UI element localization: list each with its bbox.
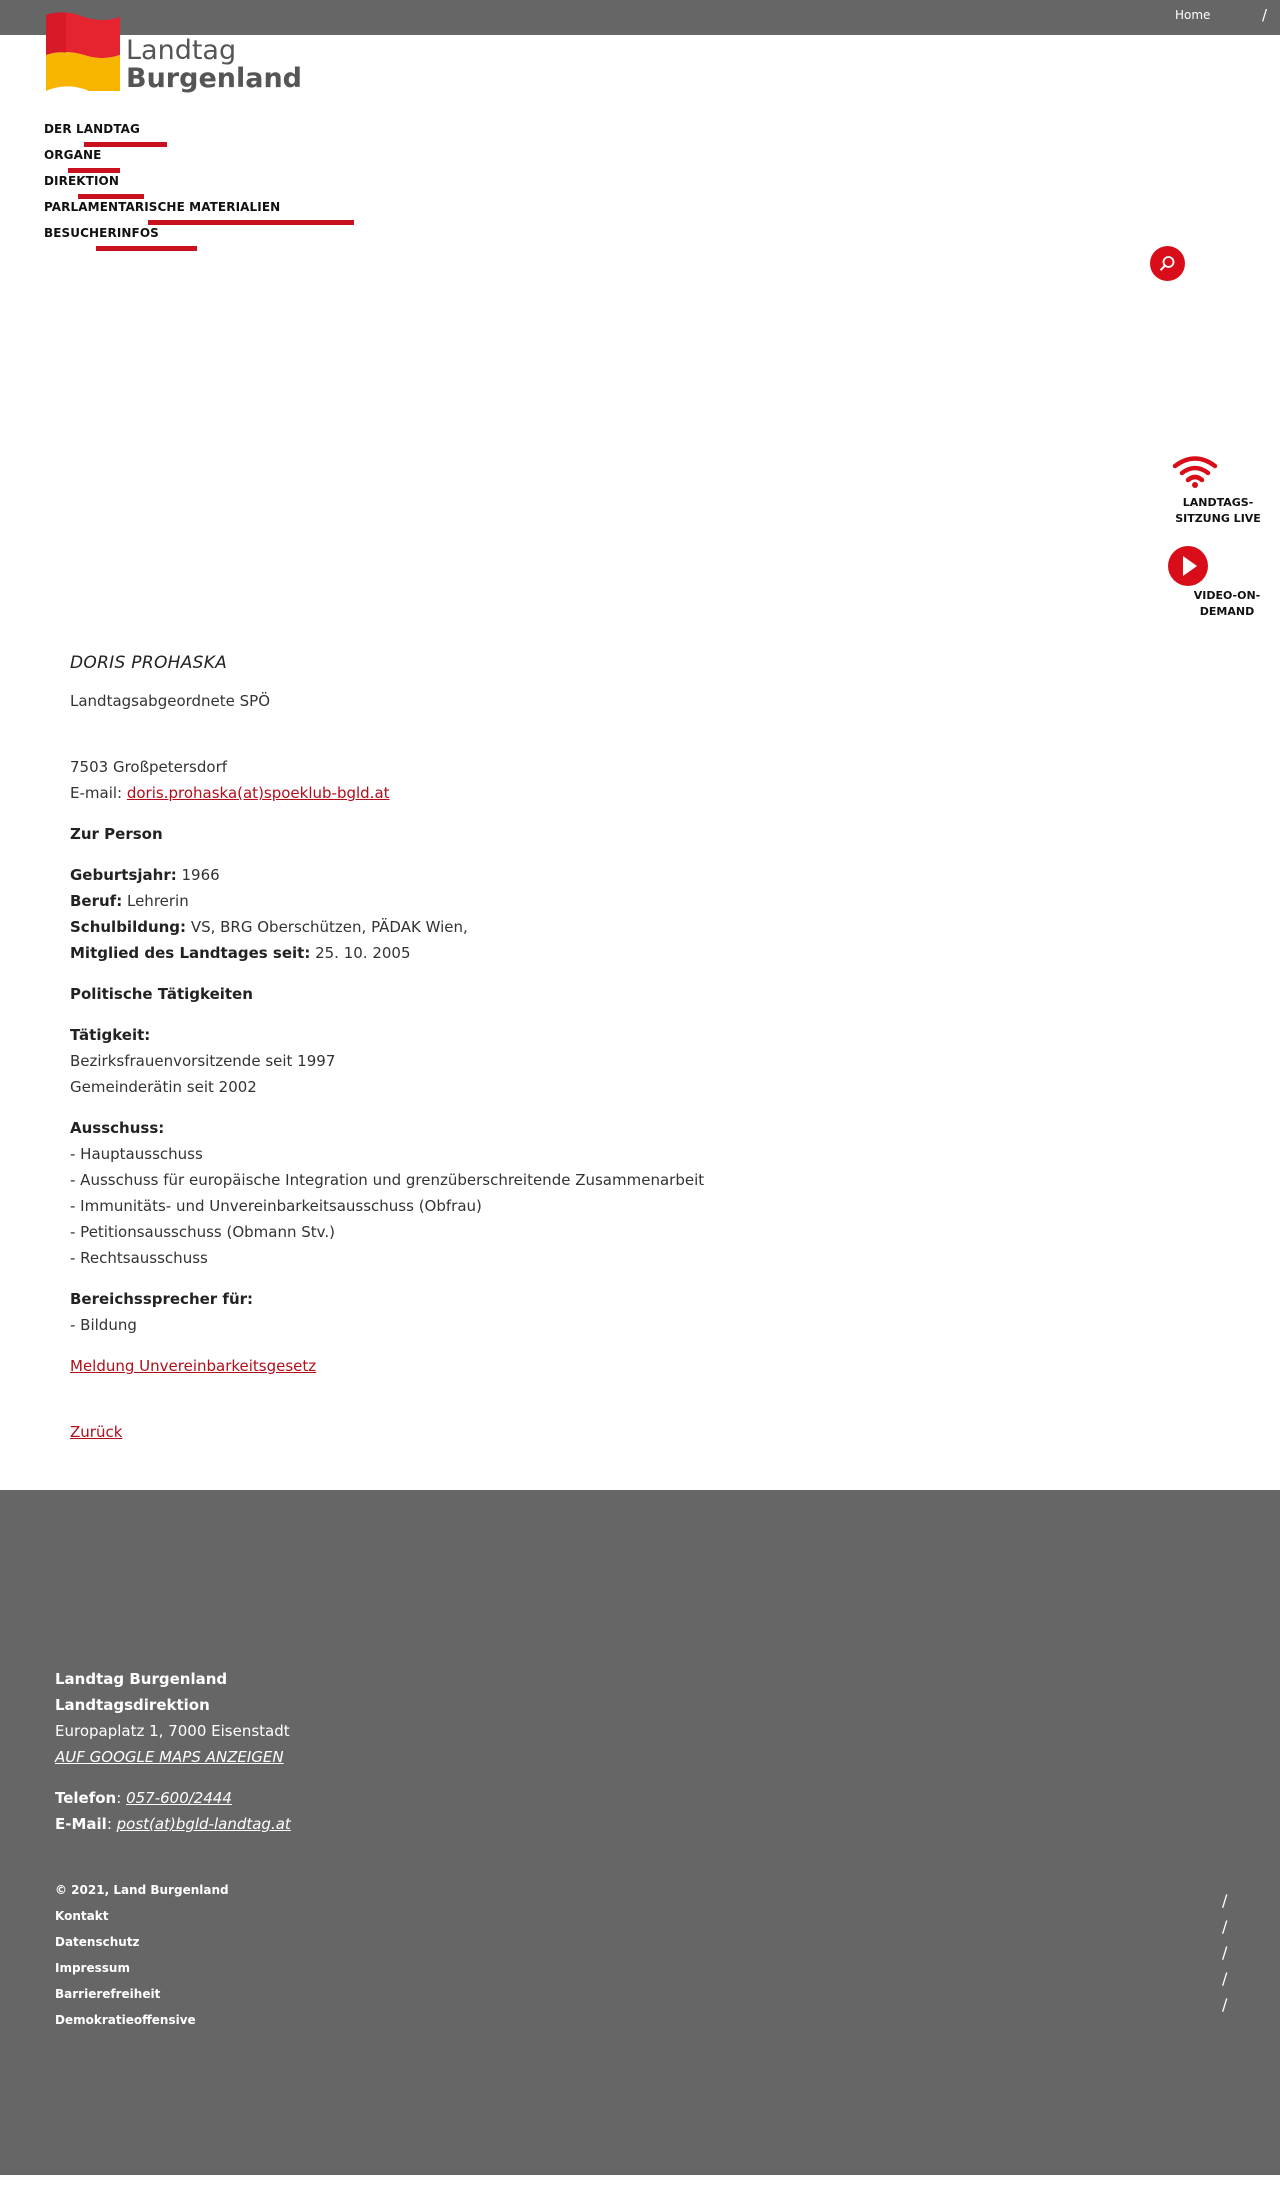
nav-item-der-landtag[interactable] xyxy=(44,120,444,146)
footer-org: Landtag Burgenland xyxy=(55,1670,228,1688)
activity-label: Tätigkeit: xyxy=(70,1026,151,1044)
logo-text-burgenland: Burgenland xyxy=(126,63,303,94)
member-since-label: Mitglied des Landtages seit: xyxy=(70,944,311,962)
birth-label: Geburtsjahr: xyxy=(70,866,177,884)
email-label: E-mail: xyxy=(70,784,127,802)
footer-address xyxy=(55,1666,290,1770)
footer-maps-row xyxy=(55,1744,290,1770)
section-heading-politics: Politische Tätigkeiten xyxy=(70,985,253,1003)
main-navigation xyxy=(44,120,444,250)
back-row xyxy=(70,1419,970,1445)
livestream-link[interactable] xyxy=(1168,455,1268,527)
livestream-label-line1: LANDTAGS- xyxy=(1182,496,1254,509)
nav-label: DER LANDTAG xyxy=(44,122,141,136)
back-link[interactable]: Zurück xyxy=(70,1423,123,1441)
job-value: Lehrerin xyxy=(122,892,189,910)
logo-text-landtag: Landtag xyxy=(126,35,237,66)
nav-underline xyxy=(96,246,197,251)
person-city: 7503 Großpetersdorf xyxy=(70,758,228,776)
birth-value: 1966 xyxy=(176,866,220,884)
google-maps-link[interactable]: AUF GOOGLE MAPS ANZEIGEN xyxy=(55,1748,284,1766)
nav-label: PARLAMENTARISCHE MATERIALIEN xyxy=(44,200,281,214)
footer-link-barrierefreiheit[interactable]: Barrierefreiheit xyxy=(55,1987,161,2001)
footer-link-impressum[interactable]: Impressum xyxy=(55,1961,130,1975)
phone-label: Telefon xyxy=(55,1789,117,1807)
footer-street: Europaplatz 1, 7000 Eisenstadt xyxy=(55,1722,290,1740)
activity-item: Gemeinderätin seit 2002 xyxy=(70,1078,257,1096)
school-row xyxy=(70,914,970,940)
section-heading-person: Zur Person xyxy=(70,825,163,843)
school-label: Schulbildung: xyxy=(70,918,187,936)
livestream-label-line2: SITZUNG LIVE xyxy=(1175,512,1261,525)
footer-link-demokratieoffensive[interactable]: Demokratieoffensive xyxy=(55,2013,196,2027)
wifi-icon xyxy=(1172,455,1218,489)
vod-label-line1: VIDEO-ON- xyxy=(1193,589,1261,602)
school-value: VS, BRG Oberschützen, PÄDAK Wien, xyxy=(186,918,468,936)
incompatibility-link[interactable]: Meldung Unvereinbarkeitsgesetz xyxy=(70,1357,317,1375)
play-icon xyxy=(1168,546,1208,586)
committee-label: Ausschuss: xyxy=(70,1119,165,1137)
person-name: DORIS PROHASKA xyxy=(70,653,228,673)
footer-dept: Landtagsdirektion xyxy=(55,1696,210,1714)
vod-label xyxy=(1168,588,1268,620)
footer-separator: / xyxy=(1222,1891,1228,1910)
nav-label: BESUCHERINFOS xyxy=(44,226,159,240)
person-role: Landtagsabgeordnete SPÖ xyxy=(70,692,271,710)
footer-separator: / xyxy=(1222,1917,1228,1936)
activity-item: Bezirksfrauenvorsitzende seit 1997 xyxy=(70,1052,336,1070)
mail-label: E-Mail xyxy=(55,1815,107,1833)
livestream-label xyxy=(1168,495,1268,527)
job-row xyxy=(70,888,970,914)
footer-separator: / xyxy=(1222,1943,1228,1962)
copyright: © 2021, Land Burgenland xyxy=(55,1883,229,1897)
mail-link[interactable]: post(at)bgld-landtag.at xyxy=(116,1815,291,1833)
footer-separators xyxy=(1222,1888,1227,2018)
nav-item-organe[interactable] xyxy=(44,146,444,172)
vod-label-line2: DEMAND xyxy=(1199,605,1255,618)
committee-item: - Ausschuss für europäische Integration und grenzüberschreitende Zusammenarbeit xyxy=(70,1171,705,1189)
committee-item: - Immunitäts- und Unvereinbarkeitsausschuss (Obfrau) xyxy=(70,1197,482,1215)
footer-contact xyxy=(55,1785,291,1837)
footer-mail-row: E-Mail: post(at)bgld-landtag.at xyxy=(55,1815,291,1833)
footer-separator: / xyxy=(1222,1995,1228,2014)
site-logo[interactable] xyxy=(44,11,303,101)
profile-content xyxy=(70,650,970,1445)
committee-item: - Petitionsausschuss (Obmann Stv.) xyxy=(70,1223,336,1241)
nav-item-parlamentarische-materialien[interactable] xyxy=(44,198,444,224)
breadcrumb-separator: / xyxy=(1262,6,1268,24)
home-link[interactable]: Home xyxy=(1175,8,1211,22)
spokesperson-item: - Bildung xyxy=(70,1316,137,1334)
flag-icon xyxy=(44,11,122,91)
nav-label: ORGANE xyxy=(44,148,102,162)
incompatibility-row xyxy=(70,1353,970,1379)
committee-item: - Rechtsausschuss xyxy=(70,1249,208,1267)
search-button[interactable] xyxy=(1150,246,1185,281)
search-icon xyxy=(1159,255,1176,272)
nav-item-besucherinfos[interactable] xyxy=(44,224,444,250)
spokesperson-label: Bereichssprecher für: xyxy=(70,1290,254,1308)
nav-label: DIREKTION xyxy=(44,174,119,188)
email-link[interactable]: doris.prohaska(at)spoeklub-bgld.at xyxy=(126,784,390,802)
birth-row xyxy=(70,862,970,888)
footer-link-kontakt[interactable]: Kontakt xyxy=(55,1909,109,1923)
email-row xyxy=(70,780,970,806)
nav-item-direktion[interactable] xyxy=(44,172,444,198)
member-since-value: 25. 10. 2005 xyxy=(310,944,411,962)
site-footer xyxy=(0,1490,1280,2175)
footer-link-datenschutz[interactable]: Datenschutz xyxy=(55,1935,140,1949)
footer-links xyxy=(55,1877,229,2033)
video-on-demand-link[interactable] xyxy=(1168,546,1268,620)
job-label: Beruf: xyxy=(70,892,123,910)
member-since-row xyxy=(70,940,970,966)
phone-link[interactable]: 057-600/2444 xyxy=(126,1789,232,1807)
committee-item: - Hauptausschuss xyxy=(70,1145,203,1163)
footer-phone-row: Telefon: 057-600/2444 xyxy=(55,1789,232,1807)
footer-separator: / xyxy=(1222,1969,1228,1988)
